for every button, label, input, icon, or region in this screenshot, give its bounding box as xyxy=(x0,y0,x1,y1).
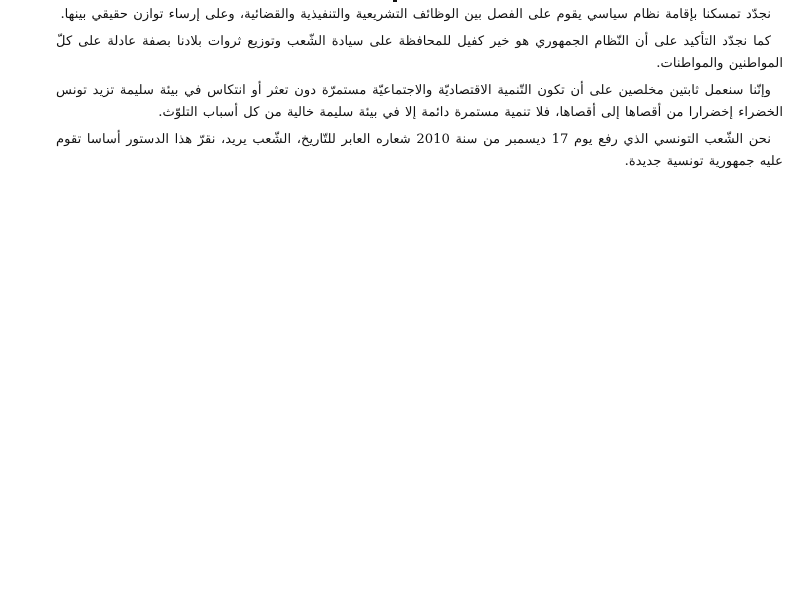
paragraph-sustainable-development: وإنّنا سنعمل ثابتين مخلصين على أن تكون التّنمية الاقتصاديّة والاجتماعيّة مستمرّة دون تعثر أو انتكاس في بيئة سليمة تزيد تونس الخضراء إخضرارا من أقصاها إلى أقصاها، فلا تنمية مستمرة دائمة إلا في بيئة سليمة خالية من كل أسباب التلوّث. xyxy=(56,83,783,120)
paragraph-republican-system: كما نجدّد التأكيد على أن النّظام الجمهوري هو خير كفيل للمحافظة على سيادة الشّعب وتوزيع ثروات بلادنا بصفة عادلة على كلّ المواطنين والمواطنات. xyxy=(56,34,783,71)
paragraph-separation-of-powers: نجدّد تمسكنا بإقامة نظام سياسي يقوم على الفصل بين الوظائف التشريعية والتنفيذية والقضائية، وعلى إرساء توازن حقيقي بينها. xyxy=(60,7,771,22)
paragraph-constitution-adoption: نحن الشّعب التونسي الذي رفع يوم 17 ديسمبر من سنة 2010 شعاره العابر للتّاريخ، الشّعب يريد، نقرّ هذا الدستور أساسا تقوم عليه جمهورية تونسية جديدة. xyxy=(56,132,783,169)
document-page xyxy=(56,0,783,600)
cropped-text-fragment xyxy=(393,0,397,2)
document-body xyxy=(56,4,783,178)
